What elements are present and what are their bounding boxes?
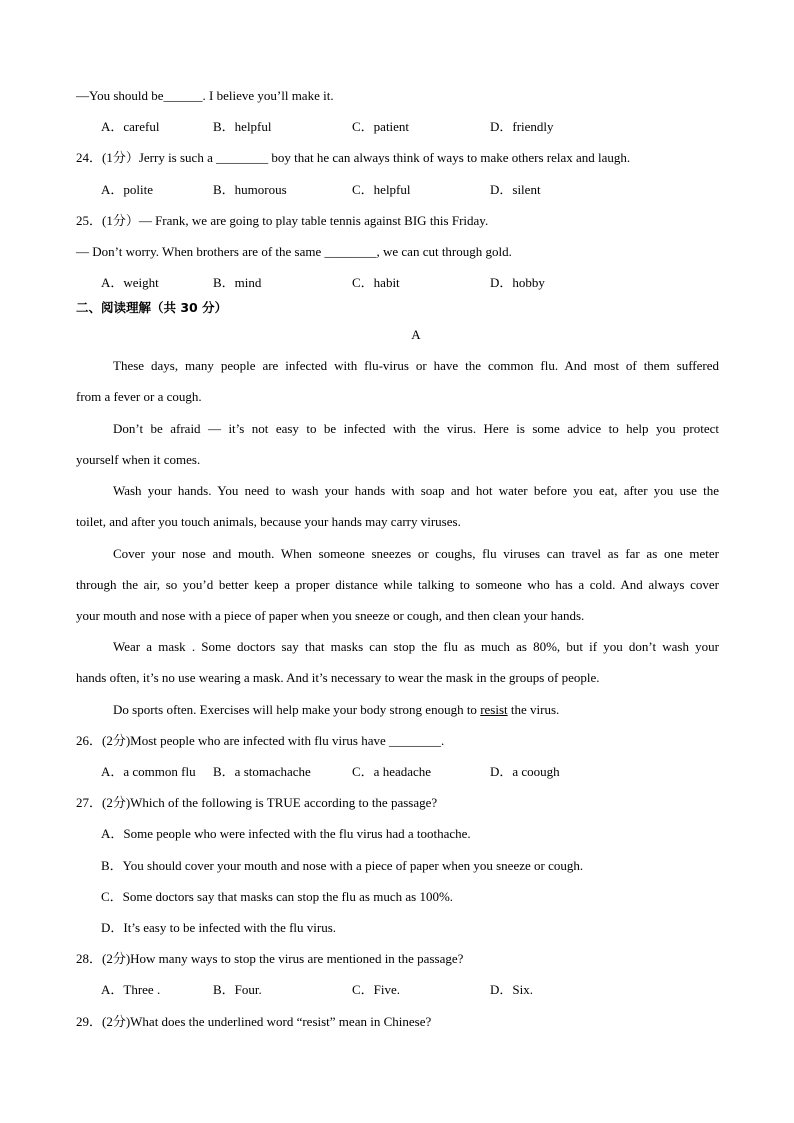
passage-p1-line1: These days, many people are infected with flu-virus or have the common flu. And most of them suffered <box>113 358 719 373</box>
passage-p6-post: the virus. <box>507 702 560 717</box>
q28-stem: 28．(2分)How many ways to stop the virus are mentioned in the passage? <box>76 951 464 966</box>
section-title: 二、阅读理解（共 30 分） <box>76 300 228 315</box>
passage-p1-line2: from a fever or a cough. <box>76 389 202 404</box>
q28-option-c[interactable]: C．Five. <box>352 982 401 997</box>
q27-option-c[interactable]: C．Some doctors say that masks can stop the flu as much as 100%. <box>101 889 454 904</box>
q27-option-a[interactable]: A．Some people who were infected with the flu virus had a toothache. <box>101 826 471 841</box>
q27-stem: 27．(2分)Which of the following is TRUE according to the passage? <box>76 795 438 810</box>
q27-option-b[interactable]: B．You should cover your mouth and nose with a piece of paper when you sneeze or cough. <box>101 858 584 873</box>
q24-option-b[interactable]: B．humorous <box>213 182 287 197</box>
q25-option-a[interactable]: A．weight <box>101 275 159 290</box>
q26-stem: 26．(2分)Most people who are infected with flu virus have ________. <box>76 733 445 748</box>
q27-option-d[interactable]: D．It’s easy to be infected with the flu virus. <box>101 920 337 935</box>
q24-stem: 24．(1分）Jerry is such a ________ boy that he can always think of ways to make others relax and laugh. <box>76 150 631 165</box>
passage-p3-line2: toilet, and after you touch animals, because your hands may carry viruses. <box>76 514 461 529</box>
passage-p4-line1: Cover your nose and mouth. When someone sneezes or coughs, flu viruses can travel as far as one meter <box>113 546 719 561</box>
passage-p2-line2: yourself when it comes. <box>76 452 201 467</box>
q26-option-d[interactable]: D．a coough <box>490 764 560 779</box>
q23-line: —You should be______. I believe you’ll make it. <box>76 88 334 103</box>
passage-label: A <box>411 327 421 342</box>
q24-option-d[interactable]: D．silent <box>490 182 541 197</box>
q25-line2: — Don’t worry. When brothers are of the same ________, we can cut through gold. <box>76 244 512 259</box>
q25-option-b[interactable]: B．mind <box>213 275 262 290</box>
passage-p3-line1: Wash your hands. You need to wash your hands with soap and hot water before you eat, after you use the <box>113 483 719 498</box>
q28-option-b[interactable]: B．Four. <box>213 982 262 997</box>
q23-option-d[interactable]: D．friendly <box>490 119 554 134</box>
q28-option-a[interactable]: A．Three . <box>101 982 161 997</box>
q26-option-c[interactable]: C．a headache <box>352 764 432 779</box>
q23-option-b[interactable]: B．helpful <box>213 119 272 134</box>
q25-stem: 25．(1分）— Frank, we are going to play table tennis against BIG this Friday. <box>76 213 489 228</box>
q28-option-d[interactable]: D．Six. <box>490 982 533 997</box>
passage-p2-line1: Don’t be afraid — it’s not easy to be infected with the virus. Here is some advice to help you protect <box>113 421 719 436</box>
q25-option-c[interactable]: C．habit <box>352 275 400 290</box>
passage-p5-line1: Wear a mask . Some doctors say that masks can stop the flu as much as 80%, but if you don’t wash your <box>113 639 719 654</box>
underlined-word-resist: resist <box>480 702 508 717</box>
q24-option-a[interactable]: A．polite <box>101 182 153 197</box>
q23-option-c[interactable]: C．patient <box>352 119 410 134</box>
passage-p4-line2: through the air, so you’d better keep a proper distance while talking to someone who has a cold. And always cover <box>76 577 719 592</box>
q29-stem: 29．(2分)What does the underlined word “resist” mean in Chinese? <box>76 1014 432 1029</box>
q26-option-b[interactable]: B．a stomachache <box>213 764 311 779</box>
q24-option-c[interactable]: C．helpful <box>352 182 411 197</box>
q26-option-a[interactable]: A．a common flu <box>101 764 196 779</box>
passage-p6-pre: Do sports often. Exercises will help make your body strong enough to <box>113 702 481 717</box>
passage-p5-line2: hands often, it’s no use wearing a mask. And it’s necessary to wear the mask in the groups of people. <box>76 670 600 685</box>
q25-option-d[interactable]: D．hobby <box>490 275 545 290</box>
passage-p6 <box>113 702 559 718</box>
passage-p4-line3: your mouth and nose with a piece of paper when you sneeze or cough, and then clean your hands. <box>76 608 585 623</box>
q23-option-a[interactable]: A．careful <box>101 119 160 134</box>
